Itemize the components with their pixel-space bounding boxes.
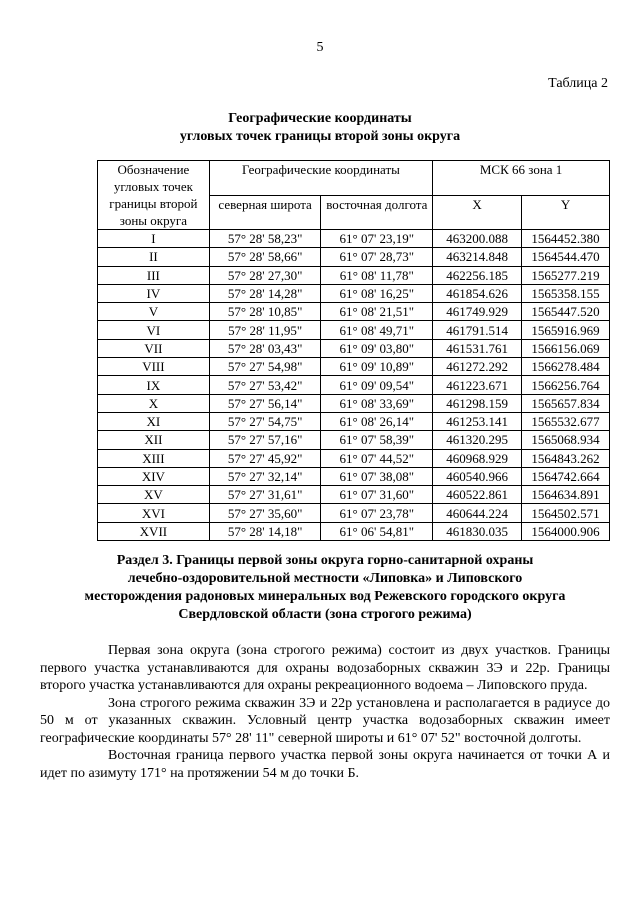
cell-longitude: 61° 07' 23,78" — [321, 504, 433, 522]
cell-latitude: 57° 28' 27,30" — [209, 266, 321, 284]
paragraph: Первая зона округа (зона строгого режима) состоит из двух участков. Границы первого участка устанавливаются для охраны водозаборных скважин 3Э и 22р. Границы второго участка устанавливаются для охраны рекреационного водоема – Липовского пруда. — [40, 643, 610, 693]
header-geo-coordinates: Географические координаты — [209, 161, 432, 196]
cell-longitude: 61° 07' 38,08" — [321, 467, 433, 485]
cell-y: 1566156.069 — [522, 339, 610, 357]
cell-point: IV — [98, 284, 210, 302]
cell-y: 1564742.664 — [522, 467, 610, 485]
table-title-line: Географические координаты — [228, 111, 412, 126]
body-text — [40, 642, 610, 782]
cell-y: 1564452.380 — [522, 230, 610, 248]
cell-point: XIII — [98, 449, 210, 467]
header-y: Y — [522, 195, 610, 230]
page-number: 5 — [316, 40, 324, 55]
cell-point: VI — [98, 321, 210, 339]
cell-point: IX — [98, 376, 210, 394]
paragraph: Восточная граница первого участка первой зоны округа начинается от точки А и идет по азимуту 171° на протяжении 54 м до точки Б. — [40, 748, 610, 781]
cell-longitude: 61° 08' 49,71" — [321, 321, 433, 339]
cell-y: 1564634.891 — [522, 486, 610, 504]
cell-latitude: 57° 27' 54,98" — [209, 358, 321, 376]
table-row — [98, 358, 610, 376]
cell-latitude: 57° 28' 14,28" — [209, 284, 321, 302]
table-row — [98, 412, 610, 430]
cell-point: XI — [98, 412, 210, 430]
cell-x: 461223.671 — [433, 376, 522, 394]
cell-y: 1565358.155 — [522, 284, 610, 302]
cell-x: 460522.861 — [433, 486, 522, 504]
cell-longitude: 61° 08' 11,78" — [321, 266, 433, 284]
cell-y: 1565068.934 — [522, 431, 610, 449]
cell-longitude: 61° 08' 21,51" — [321, 303, 433, 321]
cell-y: 1565447.520 — [522, 303, 610, 321]
cell-point: I — [98, 230, 210, 248]
section-title-line: Свердловской области (зона строгого режима) — [178, 607, 472, 622]
cell-x: 461749.929 — [433, 303, 522, 321]
cell-latitude: 57° 28' 14,18" — [209, 522, 321, 540]
table-label: Таблица 2 — [548, 76, 608, 91]
cell-x: 460968.929 — [433, 449, 522, 467]
header-east-longitude: восточная долгота — [321, 195, 433, 230]
cell-latitude: 57° 27' 45,92" — [209, 449, 321, 467]
table-row — [98, 449, 610, 467]
cell-latitude: 57° 28' 10,85" — [209, 303, 321, 321]
cell-longitude: 61° 09' 03,80" — [321, 339, 433, 357]
table-row — [98, 248, 610, 266]
cell-y: 1564000.906 — [522, 522, 610, 540]
cell-longitude: 61° 08' 16,25" — [321, 284, 433, 302]
cell-longitude: 61° 07' 31,60" — [321, 486, 433, 504]
cell-y: 1566256.764 — [522, 376, 610, 394]
cell-latitude: 57° 27' 56,14" — [209, 394, 321, 412]
cell-latitude: 57° 28' 58,23" — [209, 230, 321, 248]
cell-y: 1564544.470 — [522, 248, 610, 266]
table-row — [98, 467, 610, 485]
header-msk: МСК 66 зона 1 — [433, 161, 610, 196]
table-row — [98, 339, 610, 357]
cell-latitude: 57° 28' 58,66" — [209, 248, 321, 266]
cell-longitude: 61° 09' 09,54" — [321, 376, 433, 394]
header-designation: Обозначение угловых точек границы второй зоны округа — [98, 161, 210, 230]
cell-x: 461531.761 — [433, 339, 522, 357]
cell-y: 1565657.834 — [522, 394, 610, 412]
table-title-line: угловых точек границы второй зоны округа — [179, 129, 461, 144]
cell-point: X — [98, 394, 210, 412]
cell-latitude: 57° 27' 57,16" — [209, 431, 321, 449]
cell-y: 1564502.571 — [522, 504, 610, 522]
cell-y: 1565277.219 — [522, 266, 610, 284]
coordinates-table-body — [98, 161, 610, 541]
cell-x: 460540.966 — [433, 467, 522, 485]
table-row — [98, 394, 610, 412]
header-north-latitude: северная широта — [209, 195, 321, 230]
cell-longitude: 61° 09' 10,89" — [321, 358, 433, 376]
cell-latitude: 57° 28' 11,95" — [209, 321, 321, 339]
cell-longitude: 61° 07' 58,39" — [321, 431, 433, 449]
section-title — [40, 552, 610, 624]
cell-latitude: 57° 28' 03,43" — [209, 339, 321, 357]
cell-x: 461830.035 — [433, 522, 522, 540]
cell-x: 461854.626 — [433, 284, 522, 302]
cell-x: 463214.848 — [433, 248, 522, 266]
section-title-line: Раздел 3. Границы первой зоны округа горно-санитарной охраны — [116, 553, 534, 568]
cell-x: 461253.141 — [433, 412, 522, 430]
cell-y: 1565532.677 — [522, 412, 610, 430]
table-row — [98, 504, 610, 522]
cell-point: VII — [98, 339, 210, 357]
cell-point: XII — [98, 431, 210, 449]
table-row — [98, 486, 610, 504]
cell-longitude: 61° 08' 33,69" — [321, 394, 433, 412]
cell-point: VIII — [98, 358, 210, 376]
header-x: X — [433, 195, 522, 230]
table-row — [98, 230, 610, 248]
cell-latitude: 57° 27' 53,42" — [209, 376, 321, 394]
cell-point: XVI — [98, 504, 210, 522]
cell-latitude: 57° 27' 35,60" — [209, 504, 321, 522]
cell-point: XV — [98, 486, 210, 504]
cell-latitude: 57° 27' 31,61" — [209, 486, 321, 504]
paragraph: Зона строгого режима скважин 3Э и 22р установлена и располагается в радиусе до 50 м от указанных скважин. Условный центр участка водозаборных скважин имеет географические координаты 57° 28' 11" северной широты и 61° 07' 52" восточной долготы. — [40, 695, 610, 746]
cell-latitude: 57° 27' 54,75" — [209, 412, 321, 430]
table-row — [98, 321, 610, 339]
cell-longitude: 61° 08' 26,14" — [321, 412, 433, 430]
cell-y: 1564843.262 — [522, 449, 610, 467]
cell-x: 461272.292 — [433, 358, 522, 376]
cell-longitude: 61° 06' 54,81" — [321, 522, 433, 540]
table-row — [98, 431, 610, 449]
section-title-line: месторождения радоновых минеральных вод Режевского городского округа — [84, 589, 566, 604]
cell-point: II — [98, 248, 210, 266]
table-row — [98, 266, 610, 284]
section-title-line: лечебно-оздоровительной местности «Липовка» и Липовского — [127, 571, 523, 586]
cell-point: V — [98, 303, 210, 321]
cell-x: 461791.514 — [433, 321, 522, 339]
cell-x: 463200.088 — [433, 230, 522, 248]
cell-x: 462256.185 — [433, 266, 522, 284]
table-row — [98, 303, 610, 321]
cell-y: 1565916.969 — [522, 321, 610, 339]
cell-x: 461298.159 — [433, 394, 522, 412]
cell-y: 1566278.484 — [522, 358, 610, 376]
table-header-row — [98, 161, 610, 196]
cell-point: XVII — [98, 522, 210, 540]
table-row — [98, 284, 610, 302]
cell-x: 460644.224 — [433, 504, 522, 522]
cell-longitude: 61° 07' 44,52" — [321, 449, 433, 467]
coordinates-table — [97, 160, 610, 541]
table-row — [98, 376, 610, 394]
table-row — [98, 522, 610, 540]
cell-point: XIV — [98, 467, 210, 485]
cell-x: 461320.295 — [433, 431, 522, 449]
cell-latitude: 57° 27' 32,14" — [209, 467, 321, 485]
cell-point: III — [98, 266, 210, 284]
cell-longitude: 61° 07' 23,19" — [321, 230, 433, 248]
cell-longitude: 61° 07' 28,73" — [321, 248, 433, 266]
table-title — [0, 110, 640, 146]
